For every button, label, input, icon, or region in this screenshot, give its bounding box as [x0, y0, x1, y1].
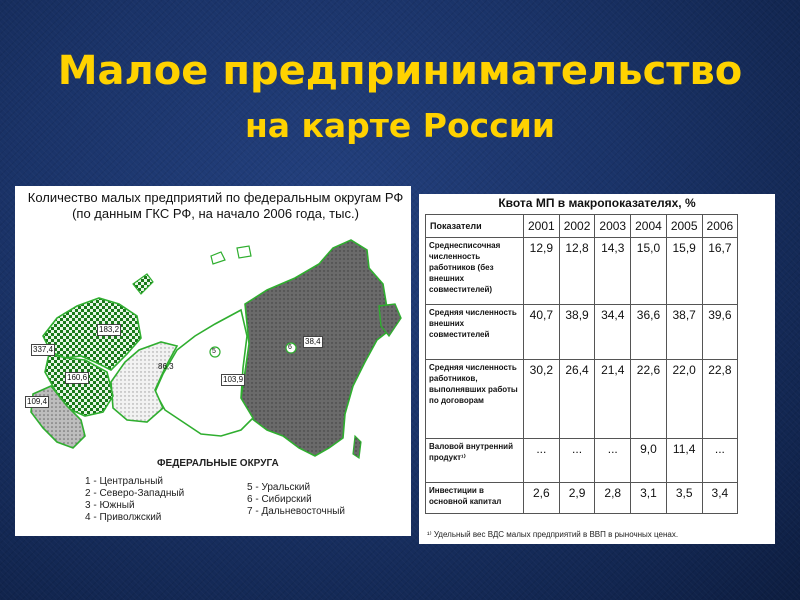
macro-indicators-table [425, 214, 738, 514]
value-label: 86,3 [158, 362, 174, 371]
table-row [426, 305, 738, 360]
table-row [426, 483, 738, 514]
legend-item: 2 - Северо-Западный [85, 488, 185, 499]
table-cell: 3,1 [631, 483, 667, 514]
table-footnote: ¹⁾ Удельный вес ВДС малых предприятий в ВВП в рыночных ценах. [427, 530, 679, 539]
region-siberia [155, 310, 253, 436]
region-number: 5 [212, 348, 216, 355]
header-cell-year: 2005 [666, 215, 702, 238]
legend-left [85, 476, 184, 524]
table-header-row [426, 215, 738, 238]
legend-item: 3 - Южный [85, 500, 135, 511]
legend-item: 5 - Уральский [247, 482, 311, 493]
arctic-islands [211, 246, 251, 264]
table-cell: 2,8 [595, 483, 631, 514]
row-label: Средняя численность работников, выполнявших работы по договорам [426, 360, 524, 439]
table-row [426, 439, 738, 483]
header-cell-indicators: Показатели [426, 215, 524, 238]
table-cell: 2,6 [524, 483, 560, 514]
table-cell: 34,4 [595, 305, 631, 360]
map-heading-line2: (по данным ГКС РФ, на начало 2006 года, тыс.) [72, 206, 359, 221]
legend-item: 6 - Сибирский [247, 494, 312, 505]
header-cell-year: 2002 [559, 215, 595, 238]
value-label: 337,4 [33, 345, 54, 354]
value-label: 160,6 [67, 373, 88, 382]
table-cell: 11,4 [666, 439, 702, 483]
table-cell: 36,6 [631, 305, 667, 360]
row-label: Средняя численность внешних совместителей [426, 305, 524, 360]
header-cell-year: 2004 [631, 215, 667, 238]
table-cell: 22,6 [631, 360, 667, 439]
table-heading: Квота МП в макропоказателях, % [498, 196, 696, 210]
slide-title: Малое предпринимательство [57, 48, 743, 94]
table-cell: ... [524, 439, 560, 483]
table-cell: 39,6 [702, 305, 738, 360]
slide-subtitle: на карте России [244, 106, 556, 145]
table-cell: 22,0 [666, 360, 702, 439]
russia-map-figure [15, 186, 411, 536]
table-cell: 15,9 [666, 238, 702, 305]
table-panel [419, 194, 775, 544]
header-cell-year: 2001 [524, 215, 560, 238]
table-cell: ... [702, 439, 738, 483]
map-panel [15, 186, 411, 536]
table-cell: 21,4 [595, 360, 631, 439]
table-cell: 2,9 [559, 483, 595, 514]
legend-title: ФЕДЕРАЛЬНЫЕ ОКРУГА [157, 458, 279, 469]
table-cell: 40,7 [524, 305, 560, 360]
table-cell: ... [559, 439, 595, 483]
table-cell: 30,2 [524, 360, 560, 439]
header-cell-year: 2003 [595, 215, 631, 238]
table-cell: 38,7 [666, 305, 702, 360]
legend-item: 1 - Центральный [85, 476, 163, 487]
table-cell: 22,8 [702, 360, 738, 439]
header-cell-year: 2006 [702, 215, 738, 238]
table-cell: 9,0 [631, 439, 667, 483]
table-cell: 12,8 [559, 238, 595, 305]
table-cell: 3,5 [666, 483, 702, 514]
table-cell: 14,3 [595, 238, 631, 305]
value-label: 38,4 [305, 337, 321, 346]
sakhalin [353, 436, 361, 458]
table-cell: 16,7 [702, 238, 738, 305]
legend-right [247, 482, 345, 518]
table-row [426, 238, 738, 305]
table-cell: 26,4 [559, 360, 595, 439]
row-label: Валовой внутренний продукт¹⁾ [426, 439, 524, 483]
table-cell: 38,9 [559, 305, 595, 360]
region-far-east [241, 240, 395, 456]
legend-item: 7 - Дальневосточный [247, 506, 345, 517]
row-label: Среднесписочная численность работников (без внешних совместителей) [426, 238, 524, 305]
region-number: 6 [288, 344, 292, 351]
legend-item: 4 - Приволжский [85, 512, 162, 523]
map-heading [23, 190, 408, 222]
value-label: 109,4 [27, 397, 48, 406]
table-cell: 3,4 [702, 483, 738, 514]
value-label: 103,9 [223, 375, 244, 384]
row-label: Инвестиции в основной капитал [426, 483, 524, 514]
value-label: 183,2 [99, 325, 120, 334]
map-heading-line1: Количество малых предприятий по федеральным округам РФ [27, 190, 404, 205]
novaya-zemlya [133, 274, 153, 294]
table-row [426, 360, 738, 439]
table-cell: ... [595, 439, 631, 483]
table-cell: 12,9 [524, 238, 560, 305]
table-cell: 15,0 [631, 238, 667, 305]
